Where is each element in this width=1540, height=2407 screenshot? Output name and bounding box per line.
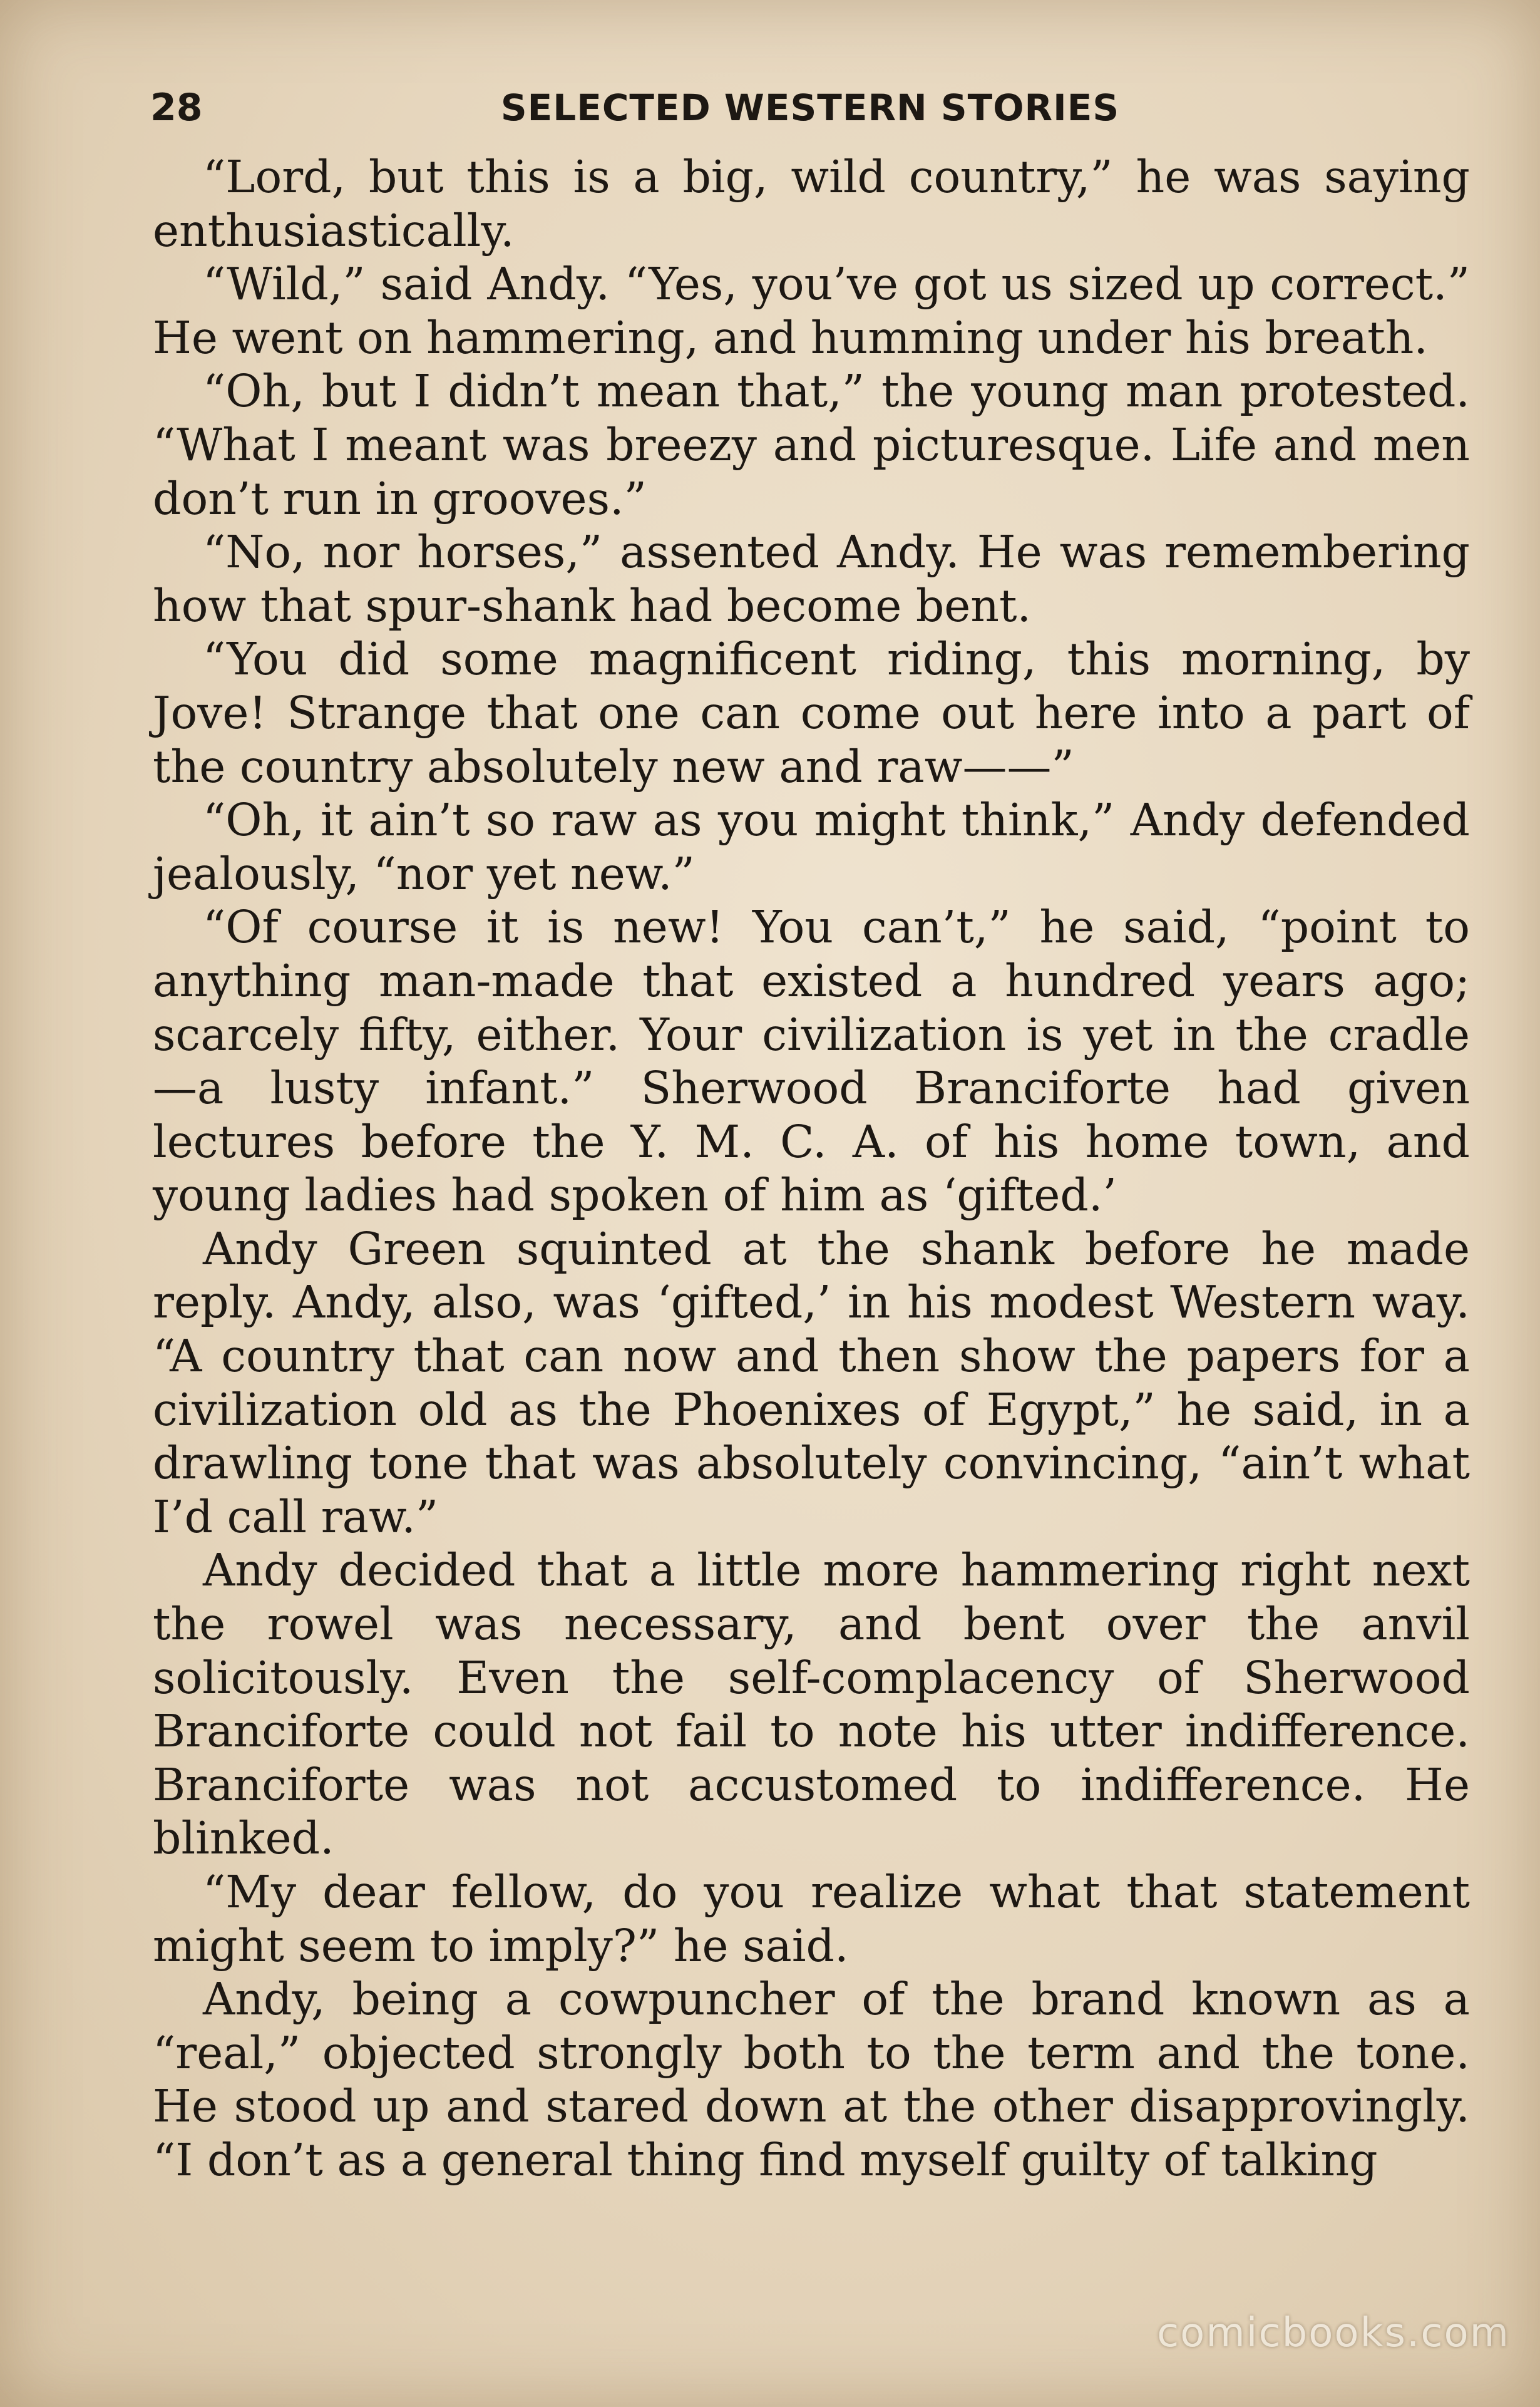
body-text <box>153 150 1470 2187</box>
paragraph-2: “Wild,” said Andy. “Yes, you’ve got us sized up correct.” He went on hammering, and humming under his breath. <box>153 258 1470 364</box>
paragraph-10: “My dear fellow, do you realize what that statement might seem to imply?” he said. <box>153 1866 1470 1972</box>
paragraph-8: Andy Green squinted at the shank before he made reply. Andy, also, was ‘gifted,’ in his modest Western way. “A country that can now and then show the papers for a civilization old as the Phoenixes of Egypt,” he said, in a drawling tone that was absolutely convincing, “ain’t what I’d call raw.” <box>153 1222 1470 1543</box>
page-number: 28 <box>150 86 203 130</box>
paragraph-4: “No, nor horses,” assented Andy. He was remembering how that spur-shank had become bent. <box>153 526 1470 632</box>
paragraph-3: “Oh, but I didn’t mean that,” the young man protested. “What I meant was breezy and picturesque. Life and men don’t run in grooves.” <box>153 365 1470 525</box>
page-header <box>150 83 1470 133</box>
paragraph-11: Andy, being a cowpuncher of the brand known as a “real,” objected strongly both to the term and the tone. He stood up and stared down at the other disapprovingly. “I don’t as a general thing find myself guilty of talking <box>153 1973 1470 2186</box>
watermark-text: comicbooks.com <box>1156 2310 1510 2356</box>
paragraph-5: “You did some magnificent riding, this morning, by Jove! Strange that one can come out here into a part of the country absolutely new and raw——” <box>153 633 1470 793</box>
paragraph-7: “Of course it is new! You can’t,” he said, “point to anything man-made that existed a hundred years ago; scarcely fifty, either. Your civilization is yet in the cradle —a lusty infant.” Sherwood Branciforte had given lectures before the Y. M. C. A. of his home town, and young ladies had spoken of him as ‘gifted.’ <box>153 901 1470 1222</box>
paragraph-9: Andy decided that a little more hammering right next the rowel was necessary, and bent over the anvil solicitously. Even the self-complacency of Sherwood Branciforte could not fail to note his utter indifference. Branciforte was not accustomed to indifference. He blinked. <box>153 1544 1470 1865</box>
paragraph-1: “Lord, but this is a big, wild country,” he was saying enthusiastically. <box>153 151 1470 257</box>
running-title: SELECTED WESTERN STORIES <box>500 86 1120 129</box>
paragraph-6: “Oh, it ain’t so raw as you might think,” Andy defended jealously, “nor yet new.” <box>153 794 1470 900</box>
